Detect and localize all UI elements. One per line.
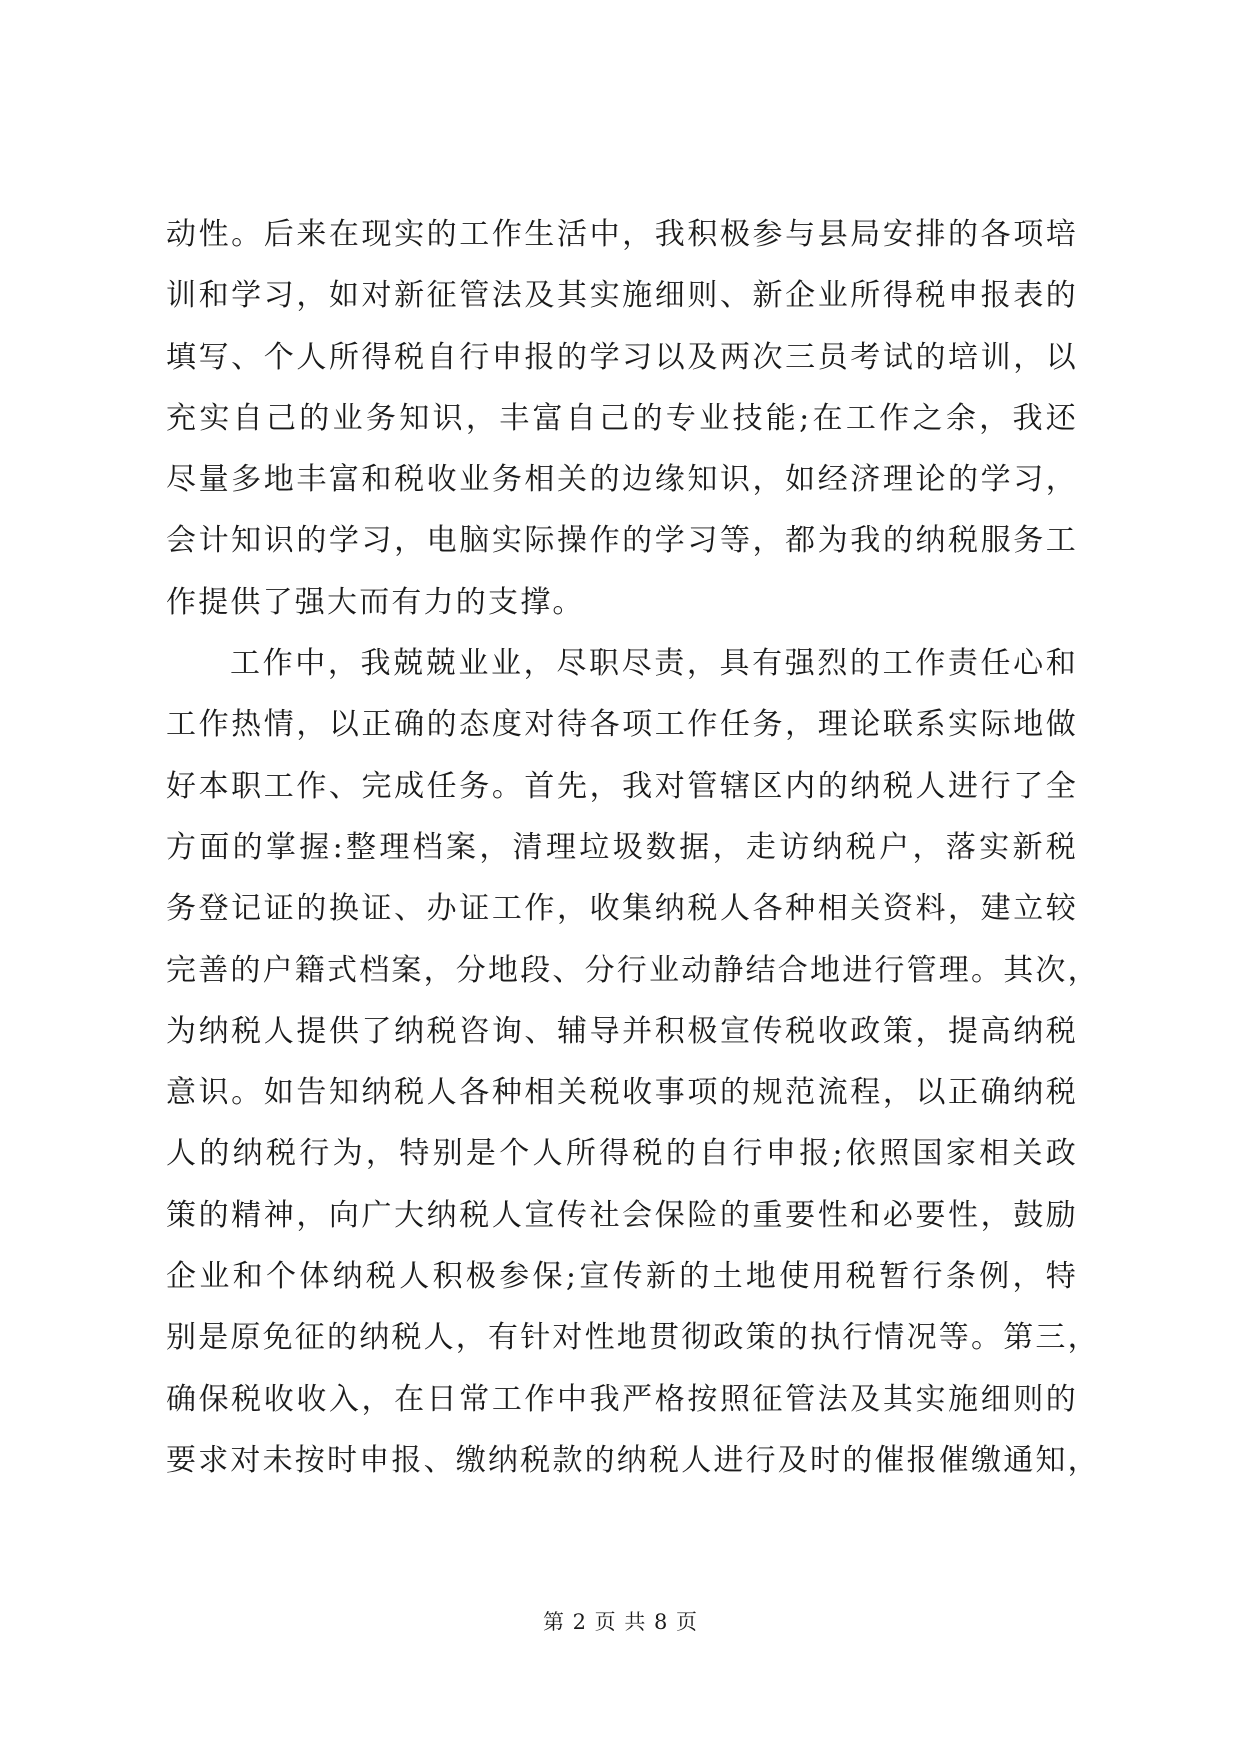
paragraph-2-line: 工作热情，以正确的态度对待各项工作任务，理论联系实际地做 xyxy=(166,707,1078,743)
paragraph-1-line: 会计知识的学习，电脑实际操作的学习等，都为我的纳税服务工 xyxy=(166,523,1078,559)
paragraph-1-line: 尽量多地丰富和税收业务相关的边缘知识，如经济理论的学习， xyxy=(166,462,1078,498)
body-text xyxy=(166,204,1100,1491)
paragraph-2-line: 为纳税人提供了纳税咨询、辅导并积极宣传税收政策，提高纳税 xyxy=(166,1013,1078,1049)
paragraph-2-line: 企业和个体纳税人积极参保;宣传新的土地使用税暂行条例，特 xyxy=(166,1259,1078,1295)
paragraph-2-line: 策的精神，向广大纳税人宣传社会保险的重要性和必要性，鼓励 xyxy=(166,1197,1078,1233)
paragraph-2-line: 工作中，我兢兢业业，尽职尽责，具有强烈的工作责任心和 xyxy=(230,646,1078,682)
paragraph-1-line: 充实自己的业务知识，丰富自己的专业技能;在工作之余，我还 xyxy=(166,400,1078,436)
paragraph-2-line: 务登记证的换证、办证工作，收集纳税人各种相关资料，建立较 xyxy=(166,891,1078,927)
paragraph-2-line: 方面的掌握:整理档案，清理垃圾数据，走访纳税户，落实新税 xyxy=(166,829,1078,865)
page-number-footer: 第 2 页 共 8 页 xyxy=(542,1610,699,1634)
paragraph-2-line: 确保税收收入，在日常工作中我严格按照征管法及其实施细则的 xyxy=(166,1381,1078,1417)
paragraph-2-line: 好本职工作、完成任务。首先，我对管辖区内的纳税人进行了全 xyxy=(166,768,1078,804)
paragraph-2-line: 别是原免征的纳税人，有针对性地贯彻政策的执行情况等。第三， xyxy=(166,1320,1100,1356)
paragraph-1-line: 训和学习，如对新征管法及其实施细则、新企业所得税申报表的 xyxy=(166,278,1078,314)
paragraph-2-line: 要求对未按时申报、缴纳税款的纳税人进行及时的催报催缴通知， xyxy=(166,1442,1100,1478)
paragraph-1-line: 作提供了强大而有力的支撑。 xyxy=(166,584,585,620)
paragraph-2-line: 完善的户籍式档案，分地段、分行业动静结合地进行管理。其次， xyxy=(166,952,1100,988)
paragraph-1-line: 动性。后来在现实的工作生活中，我积极参与县局安排的各项培 xyxy=(166,217,1078,252)
paragraph-2-line: 人的纳税行为，特别是个人所得税的自行申报;依照国家相关政 xyxy=(166,1136,1078,1172)
paragraph-1-line: 填写、个人所得税自行申报的学习以及两次三员考试的培训，以 xyxy=(166,339,1078,375)
paragraph-2-line: 意识。如告知纳税人各种相关税收事项的规范流程，以正确纳税 xyxy=(166,1075,1078,1111)
